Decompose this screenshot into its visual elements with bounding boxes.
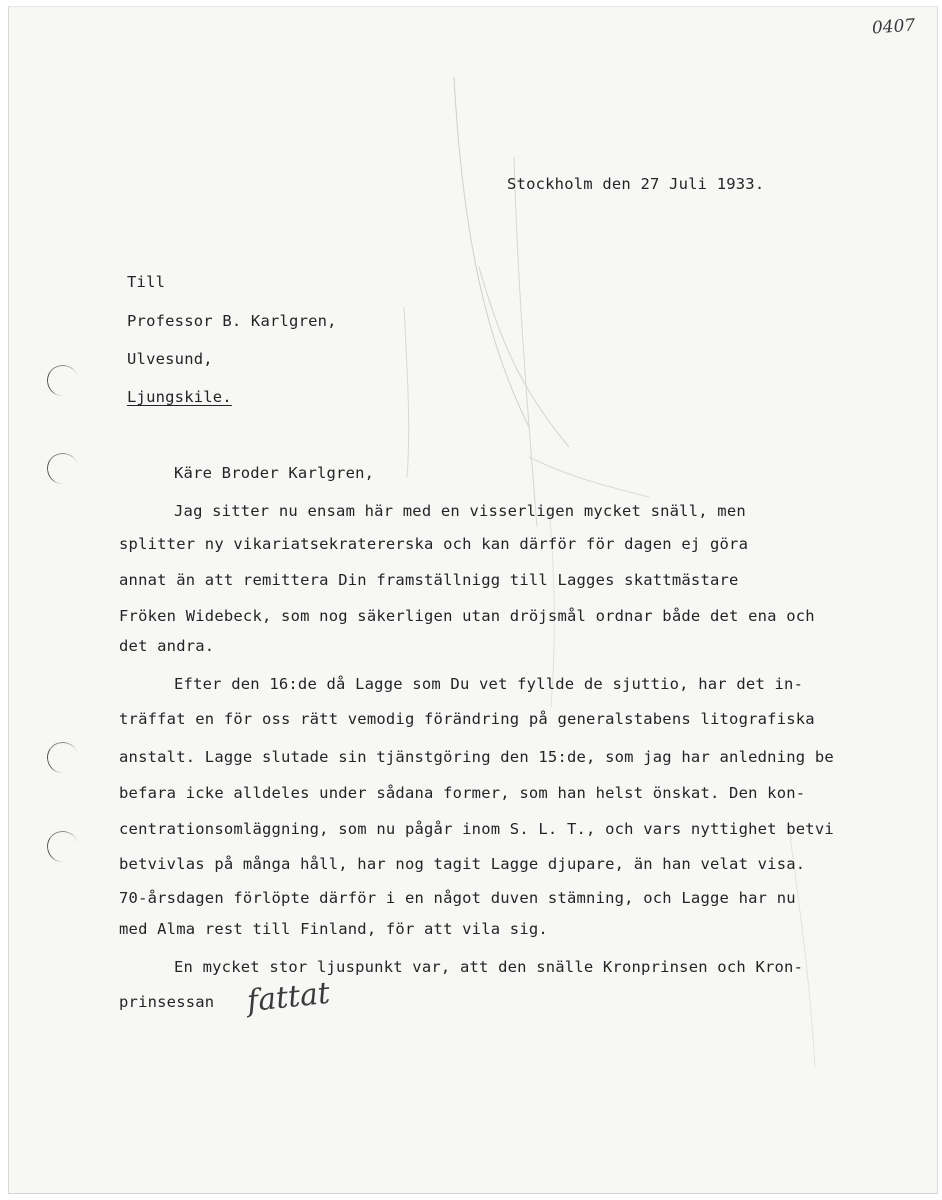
- body-line: centrationsomläggning, som nu pågår inom S. L. T., och vars nyttighet betvi: [119, 820, 834, 838]
- salutation: Käre Broder Karlgren,: [174, 464, 375, 482]
- body-line: anstalt. Lagge slutade sin tjänstgöring den 15:de, som jag har anledning be: [119, 748, 834, 766]
- body-line: betvivlas på många håll, har nog tagit Lagge djupare, än han velat visa.: [119, 855, 806, 873]
- body-line: det andra.: [119, 637, 215, 655]
- punch-hole: [45, 740, 81, 776]
- letter-page: [8, 6, 938, 1194]
- body-line: Efter den 16:de då Lagge som Du vet fyllde de sjuttio, har det in-: [174, 675, 804, 693]
- address-line: Till: [127, 273, 166, 291]
- punch-hole: [45, 363, 81, 399]
- body-line: annat än att remittera Din framställnigg till Lagges skattmästare: [119, 571, 739, 589]
- punch-hole: [45, 451, 81, 487]
- body-line: splitter ny vikariatsekratererska och kan därför för dagen ej göra: [119, 535, 749, 553]
- paper-crease-marks: [9, 7, 937, 1193]
- body-line: 70-årsdagen förlöpte därför i en något duven stämning, och Lagge har nu: [119, 889, 796, 907]
- body-line: En mycket stor ljuspunkt var, att den snälle Kronprinsen och Kron-: [174, 958, 804, 976]
- address-line: Ulvesund,: [127, 350, 213, 368]
- address-line: Ljungskile.: [127, 388, 232, 406]
- body-line: Jag sitter nu ensam här med en visserligen mycket snäll, men: [174, 502, 746, 520]
- body-line: Fröken Widebeck, som nog säkerligen utan dröjsmål ordnar både det ena och: [119, 607, 815, 625]
- body-line: med Alma rest till Finland, för att vila sig.: [119, 920, 548, 938]
- address-line: Professor B. Karlgren,: [127, 312, 337, 330]
- dateline: Stockholm den 27 Juli 1933.: [507, 175, 765, 193]
- body-line: befara icke alldeles under sådana former, som han helst önskat. Den kon-: [119, 784, 806, 802]
- handwritten-insert: fattat: [245, 975, 332, 1020]
- body-line: träffat en för oss rätt vemodig förändring på generalstabens litografiska: [119, 710, 815, 728]
- punch-hole: [45, 829, 81, 865]
- archive-number: 0407: [871, 15, 916, 39]
- body-line: prinsessan: [119, 993, 215, 1011]
